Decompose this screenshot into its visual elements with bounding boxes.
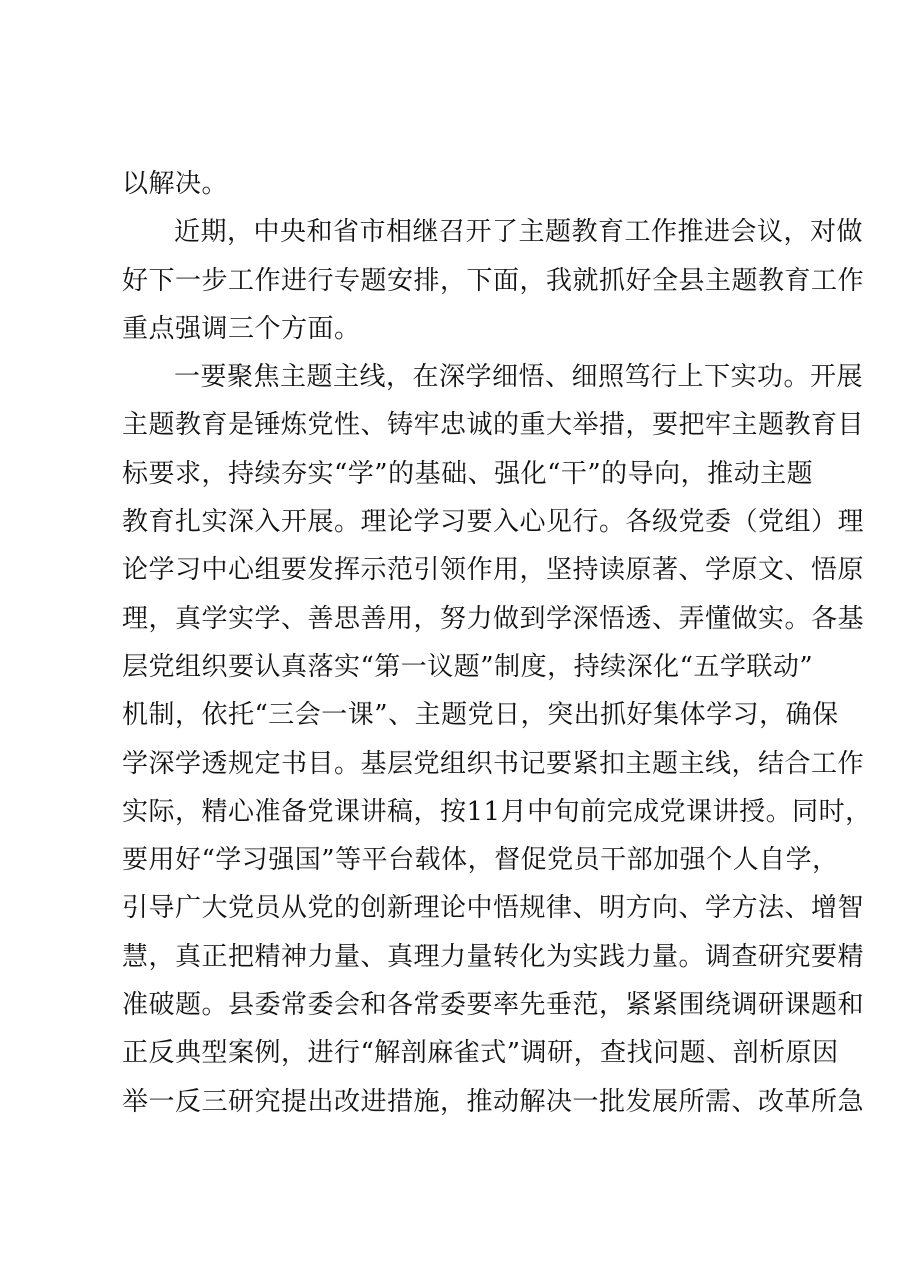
text-line: 重点强调三个方面。 [122,313,361,344]
text-line: 机制，依托“三会一课”、主题党日，突出抓好集体学习，确保 [122,700,839,731]
text-line: 实际，精心准备党课讲稿，按11月中旬前完成党课讲授。同时， [122,796,872,827]
text-line: 学深学透规定书目。基层党组织书记要紧扣主题主线，结合工作 [122,748,865,779]
text-line: 近期，中央和省市相继召开了主题教育工作推进会议，对做 [174,217,864,248]
document-body [122,160,872,1126]
text-line: 准破题。县委常委会和各常委要率先垂范，紧紧围绕调研课题和 [122,990,865,1021]
text-line: 正反典型案例，进行“解剖麻雀式”调研，查找问题、剖析原因 [122,1038,839,1069]
text-line: 理，真学实学、善思善用，努力做到学深悟透、弄懂做实。各基 [122,603,865,634]
text-line: 引导广大党员从党的创新理论中悟规律、明方向、学方法、增智 [122,893,865,924]
text-line: 慧，真正把精神力量、真理力量转化为实践力量。调查研究要精 [122,941,865,972]
text-line: 层党组织要认真落实“第一议题”制度，持续深化“五学联动” [122,651,814,682]
text-line: 举一反三研究提出改进措施，推动解决一批发展所需、改革所急 [122,1086,865,1117]
text-line: 论学习中心组要发挥示范引领作用，坚持读原著、学原文、悟原 [122,555,865,586]
text-line: 标要求，持续夯实“学”的基础、强化“干”的导向，推动主题 [122,458,814,489]
text-line: 一要聚焦主题主线，在深学细悟、细照笃行上下实功。开展 [174,362,864,393]
text-line: 教育扎实深入开展。理论学习要入心见行。各级党委（党组）理 [122,507,865,538]
text-line: 以解决。 [122,169,229,199]
text-line: 主题教育是锤炼党性、铸牢忠诚的重大举措，要把牢主题教育目 [122,410,865,441]
text-line: 好下一步工作进行专题安排，下面，我就抓好全县主题教育工作 [122,265,865,296]
text-line: 要用好“学习强国”等平台载体，督促党员干部加强个人自学， [122,845,839,876]
